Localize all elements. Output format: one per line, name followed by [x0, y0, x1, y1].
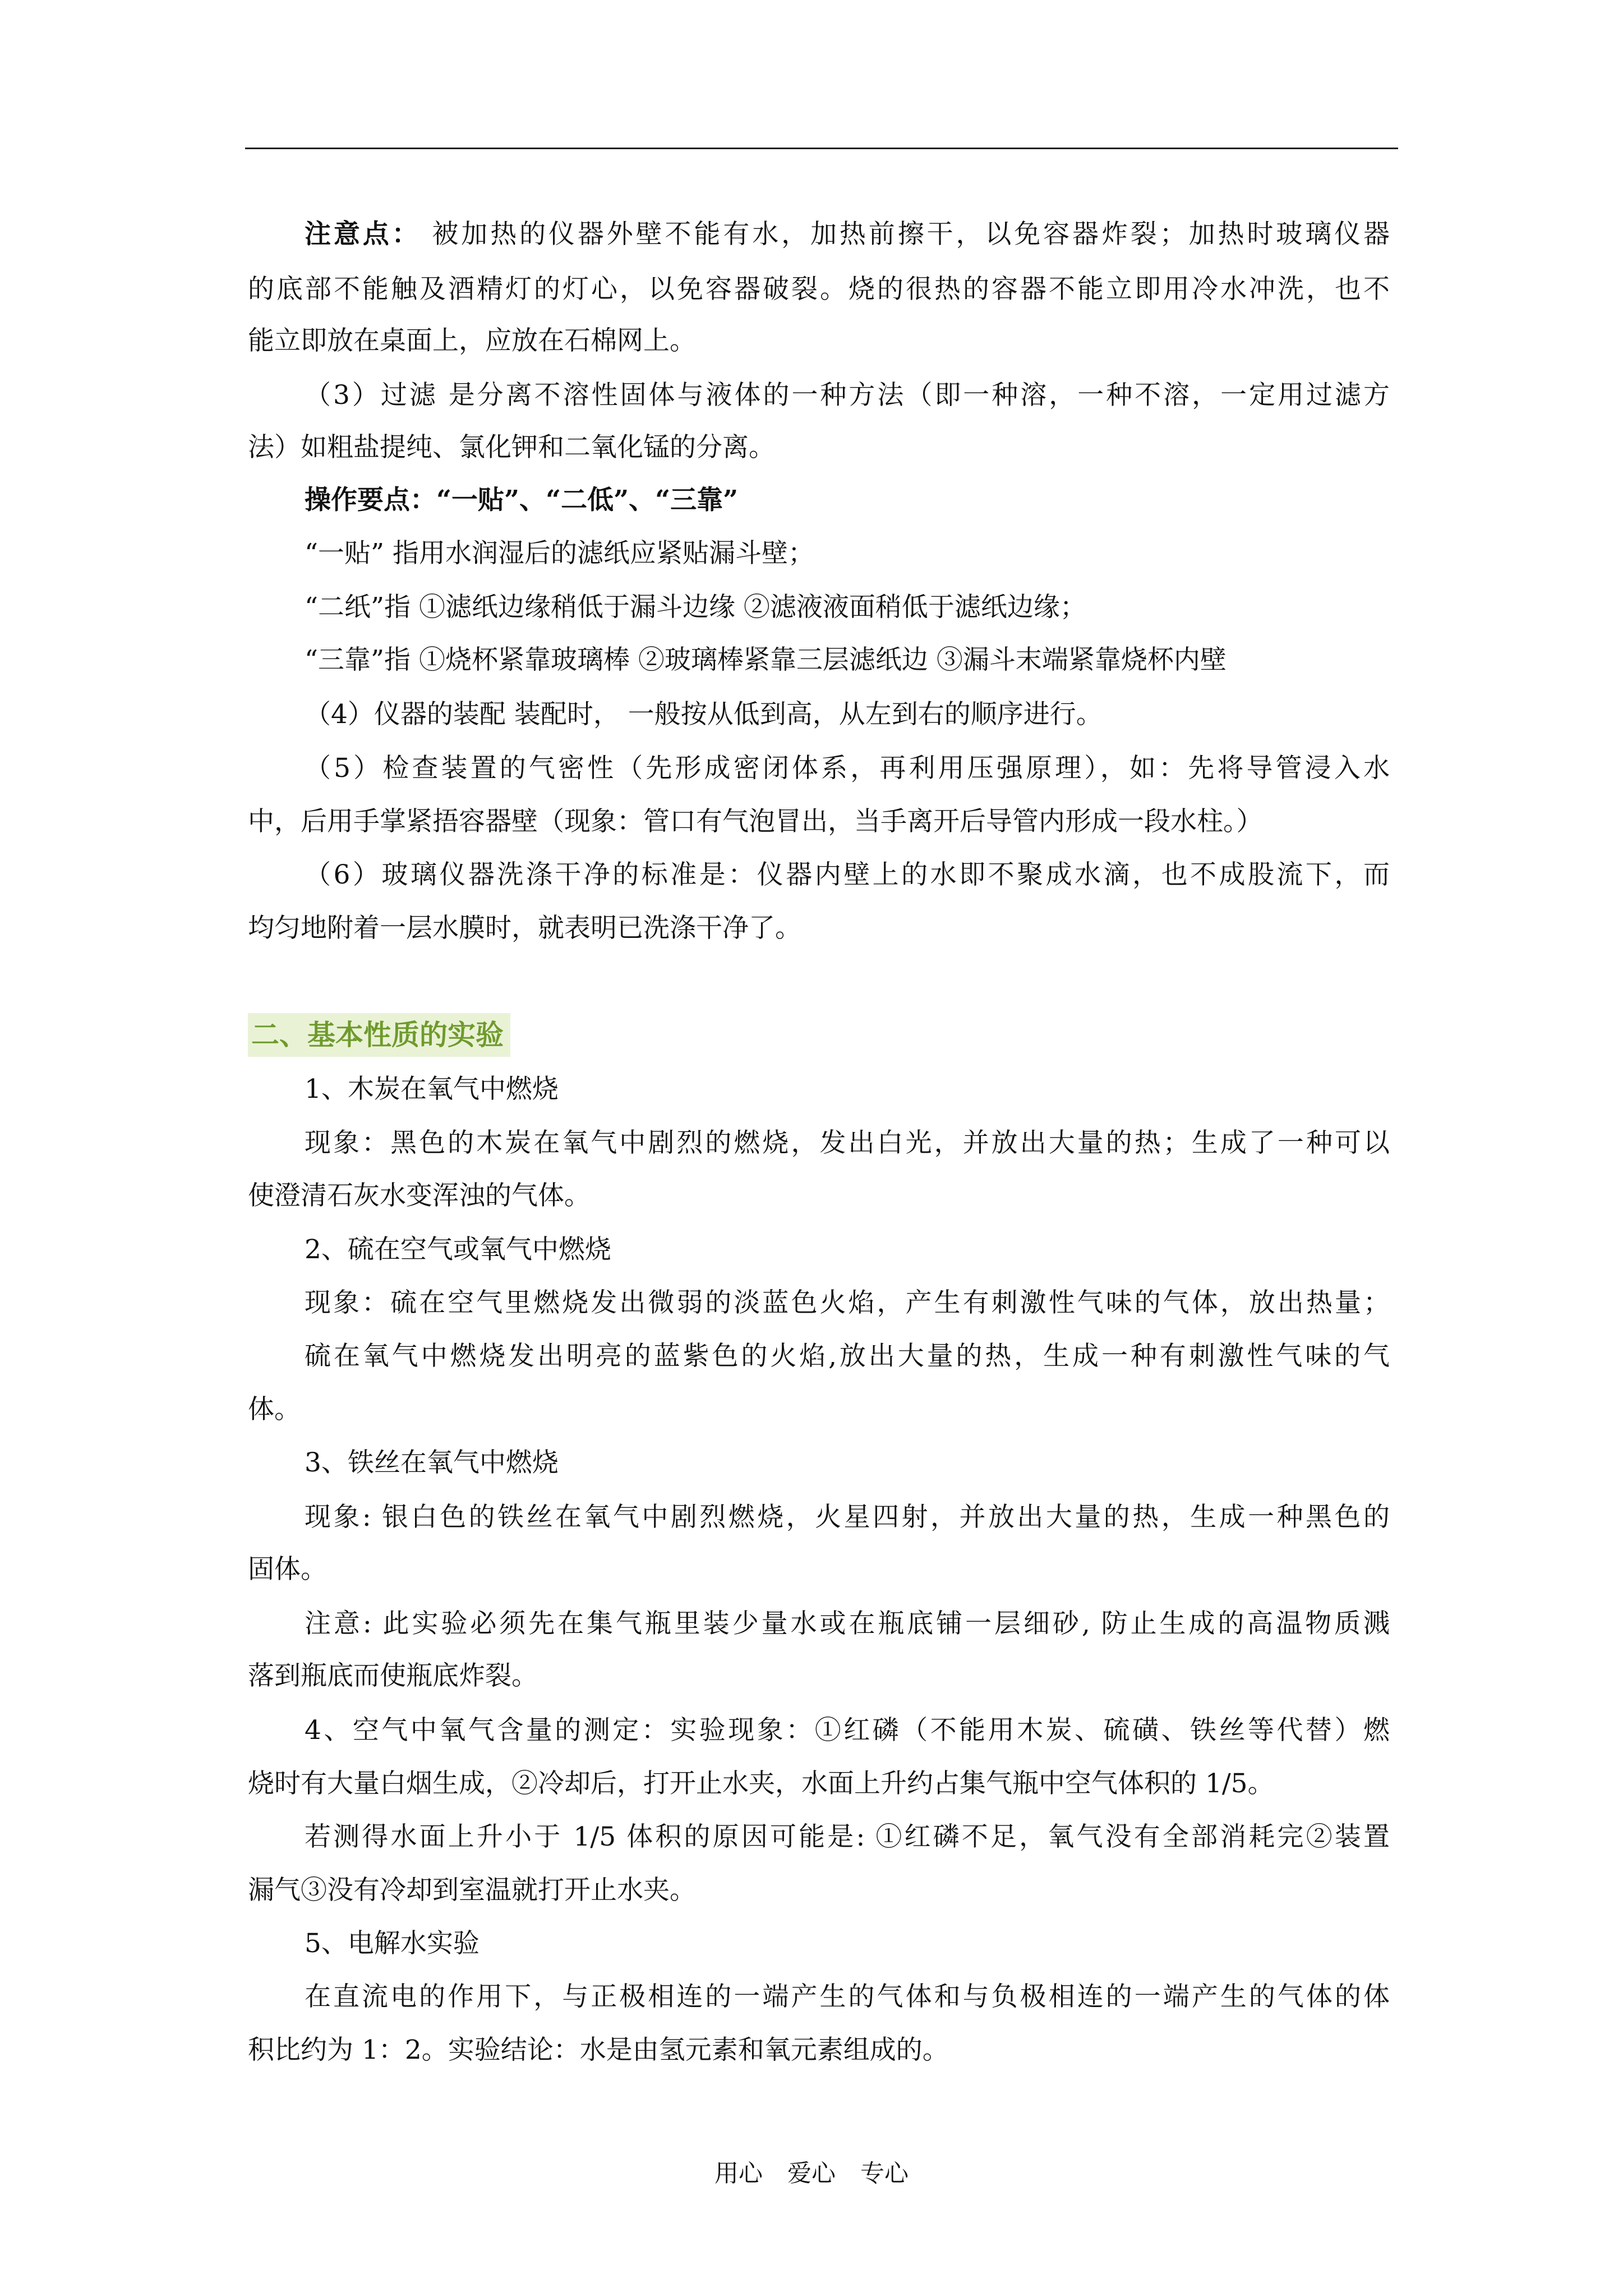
- airtight-line-2: 中，后用手掌紧捂容器壁（现象：管口有气泡冒出，当手离开后导管内形成一段水柱。）: [248, 806, 1263, 837]
- experiment-1-line-2: 使澄清石灰水变浑浊的气体。: [248, 1180, 591, 1211]
- experiment-2-title: 2、硫在空气或氧气中燃烧: [305, 1234, 611, 1265]
- experiment-3-note-line-2: 落到瓶底而使瓶底炸裂。: [248, 1660, 538, 1691]
- experiment-5-line-1: 在直流电的作用下，与正极相连的一端产生的气体和与负极相连的一端产生的气体的体: [305, 1981, 1390, 2012]
- washing-line-2: 均匀地附着一层水膜时，就表明已洗涤干净了。: [248, 913, 801, 944]
- experiment-3-note-line-1: 注意: 此实验必须先在集气瓶里装少量水或在瓶底铺一层细砂, 防止生成的高温物质溅: [305, 1608, 1390, 1639]
- experiment-5-title: 5、电解水实验: [305, 1928, 479, 1959]
- footer-word-3: 专心: [860, 2160, 909, 2188]
- experiment-4-reason-line-2: 漏气③没有冷却到室温就打开止水夹。: [248, 1875, 696, 1906]
- experiment-2-line-3: 体。: [248, 1394, 301, 1425]
- note-line-2: 的底部不能触及酒精灯的灯心，以免容器破裂。烧的很热的容器不能立即用冷水冲洗，也不: [248, 274, 1390, 305]
- operation-item-1: “一贴” 指用水润湿后的滤纸应紧贴漏斗壁；: [305, 538, 814, 569]
- operation-item-2: “二纸”指 ①滤纸边缘稍低于漏斗边缘 ②滤液液面稍低于滤纸边缘；: [305, 592, 1086, 623]
- header-rule: [245, 148, 1398, 149]
- experiment-4-reason-line-1: 若测得水面上升小于 1/5 体积的原因可能是: ①红磷不足，氧气没有全部消耗完②装置: [305, 1821, 1390, 1852]
- experiment-2-line-2: 硫在氧气中燃烧发出明亮的蓝紫色的火焰,放出大量的热，生成一种有刺激性气味的气: [305, 1341, 1390, 1372]
- filter-line-2: 法）如粗盐提纯、氯化钾和二氧化锰的分离。: [248, 432, 775, 463]
- washing-line-1: （6）玻璃仪器洗涤干净的标准是：仪器内壁上的水即不聚成水滴，也不成股流下，而: [305, 859, 1390, 890]
- airtight-line-1: （5）检查装置的气密性（先形成密闭体系，再利用压强原理），如：先将导管浸入水: [305, 753, 1390, 784]
- note-label: 注意点：: [305, 219, 421, 250]
- note-line-3: 能立即放在桌面上，应放在石棉网上。: [248, 325, 696, 356]
- assembly-line: （4）仪器的装配 装配时， 一般按从低到高，从左到右的顺序进行。: [305, 699, 1103, 730]
- experiment-1-line-1: 现象：黑色的木炭在氧气中剧烈的燃烧，发出白光，并放出大量的热；生成了一种可以: [305, 1128, 1390, 1158]
- footer-word-2: 爱心: [787, 2160, 836, 2188]
- experiment-1-title: 1、木炭在氧气中燃烧: [305, 1074, 559, 1105]
- operation-heading: 操作要点：“一贴”、“二低”、“三靠”: [305, 485, 739, 516]
- note-line-1: [305, 218, 1390, 251]
- experiment-2-line-1: 现象：硫在空气里燃烧发出微弱的淡蓝色火焰，产生有刺激性气味的气体，放出热量；: [305, 1287, 1390, 1318]
- note-text: 被加热的仪器外壁不能有水，加热前擦干，以免容器炸裂；加热时玻璃仪器: [421, 219, 1390, 250]
- page-footer: [0, 2158, 1623, 2189]
- experiment-3-line-2: 固体。: [248, 1554, 327, 1585]
- experiment-3-title: 3、铁丝在氧气中燃烧: [305, 1447, 559, 1478]
- section-heading: 二、基本性质的实验: [248, 1013, 510, 1057]
- experiment-4-line-2: 烧时有大量白烟生成，②冷却后，打开止水夹，水面上升约占集气瓶中空气体积的 1/5。: [248, 1768, 1274, 1799]
- filter-line-1: （3）过滤 是分离不溶性固体与液体的一种方法（即一种溶，一种不溶，一定用过滤方: [305, 380, 1390, 411]
- footer-word-1: 用心: [714, 2160, 763, 2188]
- experiment-3-line-1: 现象: 银白色的铁丝在氧气中剧烈燃烧，火星四射，并放出大量的热，生成一种黑色的: [305, 1502, 1390, 1533]
- operation-item-3: “三靠”指 ①烧杯紧靠玻璃棒 ②玻璃棒紧靠三层滤纸边 ③漏斗末端紧靠烧杯内壁: [305, 645, 1227, 675]
- experiment-4-line-1: 4、空气中氧气含量的测定：实验现象：①红磷（不能用木炭、硫磺、铁丝等代替）燃: [305, 1715, 1390, 1746]
- experiment-5-line-2: 积比约为 1：2。实验结论：水是由氢元素和氧元素组成的。: [248, 2035, 949, 2065]
